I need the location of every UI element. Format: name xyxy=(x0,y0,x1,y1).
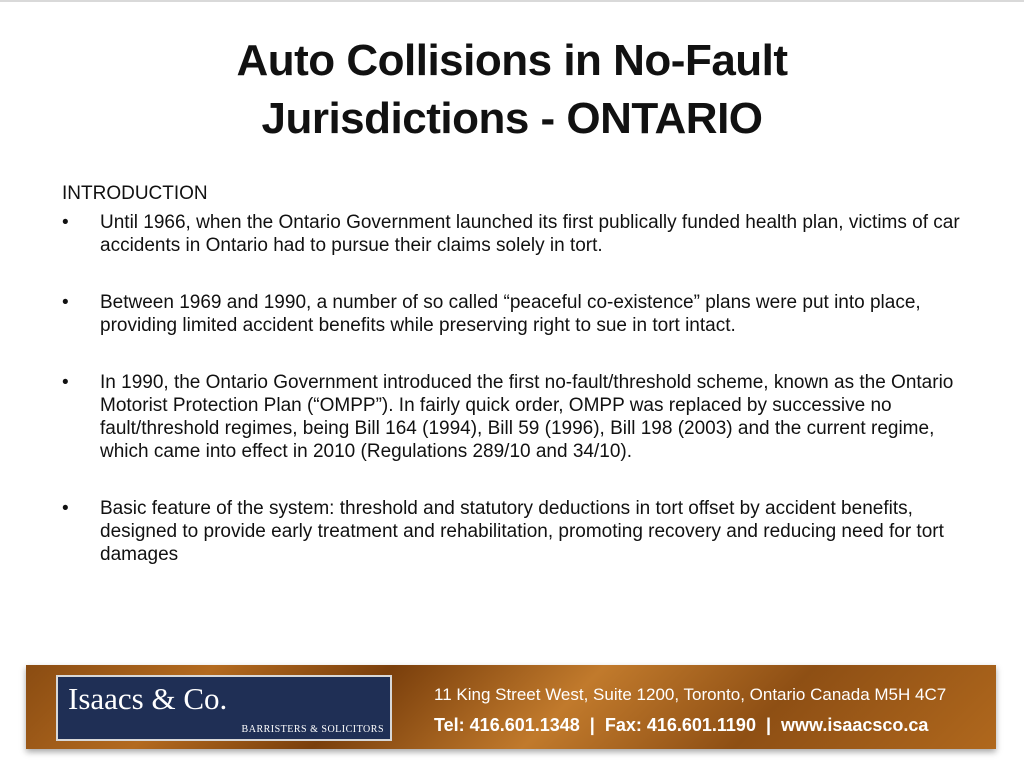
bullet-icon: • xyxy=(62,212,69,233)
telephone: Tel: 416.601.1348 xyxy=(434,715,580,735)
bullet-icon: • xyxy=(62,292,69,313)
bullet-text: Until 1966, when the Ontario Government launched its first publically funded health plan, victims of car accidents in Ontario had to pursue their claims solely in tort. xyxy=(100,212,960,256)
firm-logo xyxy=(56,675,392,741)
firm-subtitle: BARRISTERS & SOLICITORS xyxy=(241,724,384,735)
bullet-item xyxy=(62,371,962,463)
slide-body xyxy=(62,182,962,600)
section-heading: INTRODUCTION xyxy=(62,183,208,204)
bullet-text: In 1990, the Ontario Government introduced the first no-fault/threshold scheme, known as the Ontario Motorist Protection Plan (“OMPP”). In fairly quick order, OMPP was replaced by successive no fault/threshold regimes, being Bill 164 (1994), Bill 59 (1996), Bill 198 (2003) and the current regime, which came into effect in 2010 (Regulations 289/10 and 34/10). xyxy=(100,372,954,462)
bullet-item xyxy=(62,211,962,257)
title-line-1: Auto Collisions in No-Fault xyxy=(236,36,788,85)
title-line-2: Jurisdictions - ONTARIO xyxy=(261,94,763,143)
website-link[interactable]: www.isaacsco.ca xyxy=(781,715,929,735)
bullet-item xyxy=(62,291,962,337)
firm-name: Isaacs & Co. xyxy=(68,681,228,716)
bullet-item xyxy=(62,497,962,566)
bullet-text: Between 1969 and 1990, a number of so called “peaceful co-existence” plans were put into place, providing limited accident benefits while preserving right to sue in tort intact. xyxy=(100,292,921,336)
separator: | xyxy=(765,715,772,735)
firm-address: 11 King Street West, Suite 1200, Toronto, Ontario Canada M5H 4C7 xyxy=(434,685,947,704)
slide-title xyxy=(0,32,1024,148)
footer-banner xyxy=(26,665,996,749)
contact-line xyxy=(434,715,928,736)
bullet-icon: • xyxy=(62,372,69,393)
separator: | xyxy=(589,715,595,735)
bullet-icon: • xyxy=(62,498,69,519)
bullet-list xyxy=(62,211,962,566)
top-divider xyxy=(0,0,1024,2)
bullet-text: Basic feature of the system: threshold and statutory deductions in tort offset by accident benefits, designed to provide early treatment and rehabilitation, promoting recovery and reducing need for tort damages xyxy=(100,498,944,565)
fax: Fax: 416.601.1190 xyxy=(604,715,756,735)
